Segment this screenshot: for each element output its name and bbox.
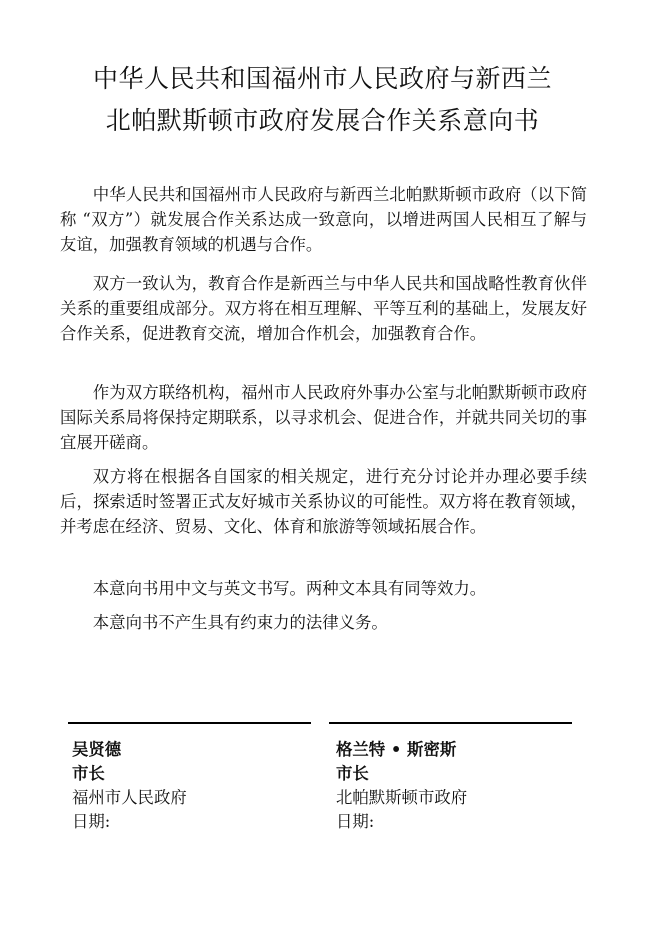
signatory-title: 市长: [336, 764, 369, 783]
signature-block-right: [336, 738, 576, 834]
signatory-date-label: 日期:: [336, 812, 375, 831]
signatory-title: 市长: [72, 764, 105, 783]
document-title-line-2: 北帕默斯顿市政府发展合作关系意向书: [105, 106, 540, 135]
signatory-organization: 北帕默斯顿市政府: [336, 788, 468, 807]
paragraph-legal: 本意向书不产生具有约束力的法律义务。: [92, 613, 388, 632]
paragraph-language: 本意向书用中文与英文书写。两种文本具有同等效力。: [92, 579, 487, 598]
document-title-line-1: 中华人民共和国福州市人民政府与新西兰: [92, 64, 552, 93]
signature-line-left: [68, 722, 311, 724]
signatory-organization: 福州市人民政府: [72, 788, 187, 807]
signature-line-right: [329, 722, 572, 724]
paragraph-future-agreement: 双方将在根据各自国家的相关规定，进行充分讨论并办理必要手续后，探索适时签署正式友好城市关系协议的可能性。双方将在教育领域，并考虑在经济、贸易、文化、体育和旅游等领域拓展合作。: [60, 467, 587, 536]
paragraph-intro: 中华人民共和国福州市人民政府与新西兰北帕默斯顿市政府（以下简称 “双方”）就发展合作关系达成一致意向，以增进两国人民相互了解与友谊，加强教育领域的机遇与合作。: [60, 185, 587, 254]
signatory-name: 格兰特 • 斯密斯: [336, 740, 457, 759]
signature-block-left: [72, 738, 312, 834]
paragraph-liaison: 作为双方联络机构，福州市人民政府外事办公室与北帕默斯顿市政府国际关系局将保持定期联系，以寻求机会、促进合作，并就共同关切的事宜展开磋商。: [60, 383, 587, 452]
signatory-date-label: 日期:: [72, 812, 111, 831]
paragraph-education-cooperation: 双方一致认为，教育合作是新西兰与中华人民共和国战略性教育伙伴关系的重要组成部分。双方将在相互理解、平等互利的基础上，发展友好合作关系，促进教育交流，增加合作机会，加强教育合作。: [60, 274, 587, 343]
signatory-name: 吴贤德: [72, 740, 122, 759]
